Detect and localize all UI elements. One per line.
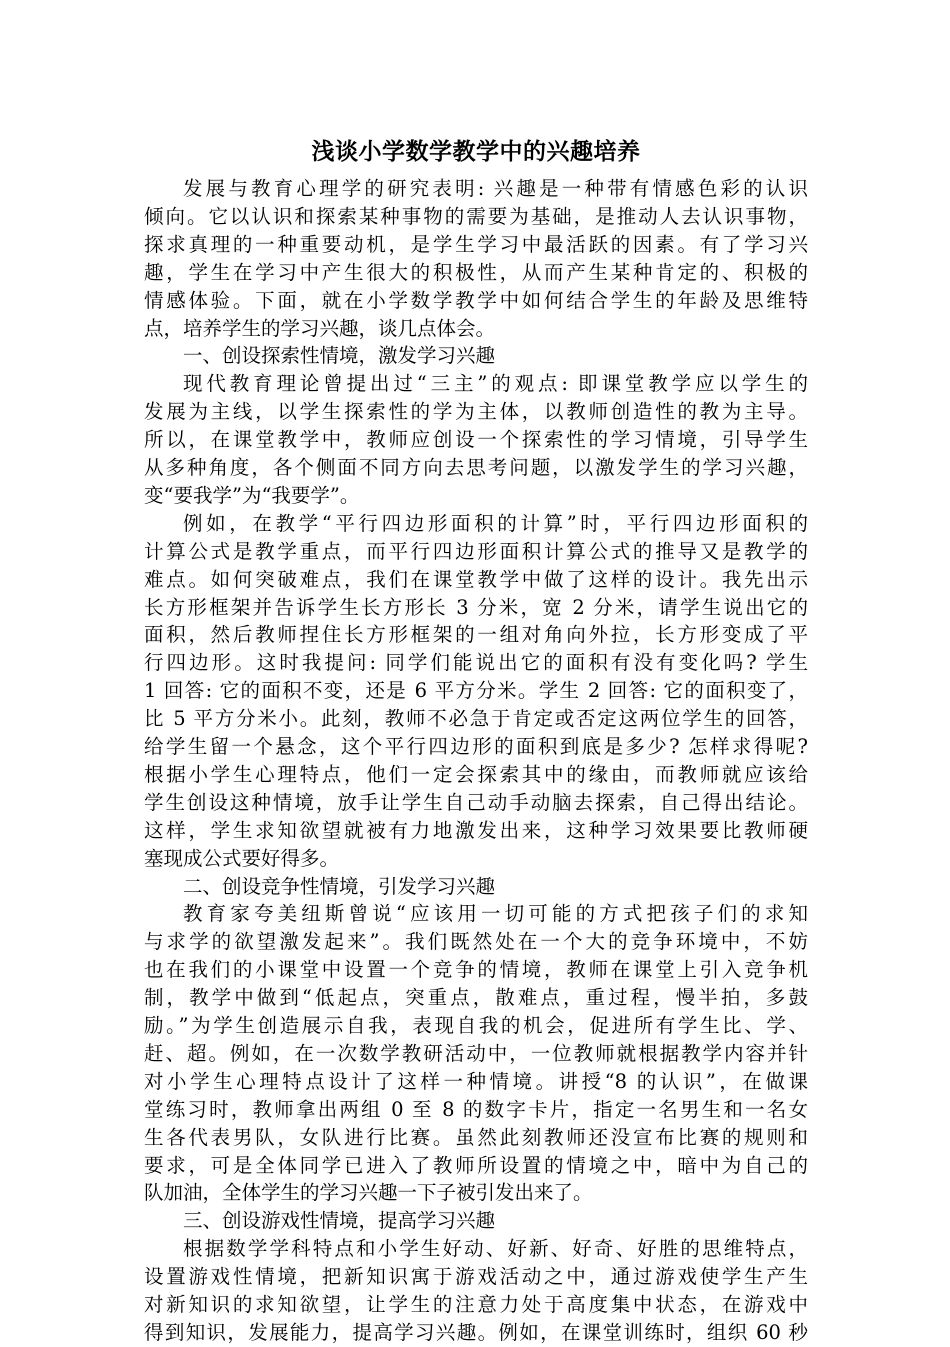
paragraph-line: 设置游戏性情境，把新知识寓于游戏活动之中，通过游戏使学生产生: [144, 1265, 808, 1289]
paragraph-line: 情感体验。下面，就在小学数学教学中如何结合学生的年龄及思维特: [144, 288, 808, 312]
paragraph-line: 得到知识，发展能力，提高学习兴趣。例如，在课堂训练时，组织 60 秒: [144, 1320, 808, 1344]
paragraph-line: 制，教学中做到“低起点，突重点，散难点，重过程，慢半拍，多鼓: [144, 986, 808, 1010]
paragraph-line: 发展与教育心理学的研究表明: 兴趣是一种带有情感色彩的认识: [183, 177, 808, 200]
paragraph-line: 变“要我学”为“我要学”。: [144, 483, 360, 507]
paragraph-line: 难点。如何突破难点，我们在课堂教学中做了这样的设计。我先出示: [144, 567, 808, 591]
paragraph-line: 生各代表男队，女队进行比赛。虽然此刻教师还没宣布比赛的规则和: [144, 1125, 808, 1149]
paragraph-line: 现代教育理论曾提出过“三主”的观点: 即课堂教学应以学生的: [183, 372, 808, 396]
paragraph-line: 要求，可是全体同学已进入了教师所设置的情境之中，暗中为自己的: [144, 1153, 808, 1177]
paragraph-line: 对小学生心理特点设计了这样一种情境。讲授“8 的认识”，在做课: [144, 1069, 808, 1093]
section-heading: 一、创设探索性情境，激发学习兴趣: [183, 344, 496, 368]
section-heading: 二、创设竞争性情境，引发学习兴趣: [183, 874, 496, 898]
paragraph-line: 队加油，全体学生的学习兴趣一下子被引发出来了。: [144, 1181, 593, 1205]
paragraph-line: 教育家夸美纽斯曾说“应该用一切可能的方式把孩子们的求知: [183, 902, 808, 926]
paragraph-line: 这样，学生求知欲望就被有力地激发出来，这种学习效果要比教师硬: [144, 818, 808, 842]
paragraph-line: 所以，在课堂教学中，教师应创设一个探索性的学习情境，引导学生: [144, 428, 808, 452]
paragraph-line: 学生创设这种情境，放手让学生自己动手动脑去探索，自己得出结论。: [144, 790, 808, 814]
paragraph-line: 赶、超。例如，在一次数学教研活动中，一位教师就根据教学内容并针: [144, 1041, 808, 1065]
paragraph-line: 与求学的欲望激发起来”。我们既然处在一个大的竞争环境中，不妨: [144, 930, 808, 954]
paragraph-line: 长方形框架并告诉学生长方形长 3 分米，宽 2 分米，请学生说出它的: [144, 595, 808, 619]
paragraph-line: 计算公式是教学重点，而平行四边形面积计算公式的推导又是教学的: [144, 539, 808, 563]
paragraph-line: 堂练习时，教师拿出两组 0 至 8 的数字卡片，指定一名男生和一名女: [144, 1097, 808, 1121]
paragraph-line: 倾向。它以认识和探索某种事物的需要为基础，是推动人去认识事物，: [144, 204, 808, 228]
paragraph-line: 面积，然后教师捏住长方形框架的一组对角向外拉，长方形变成了平: [144, 623, 808, 647]
paragraph-line: 点，培养学生的学习兴趣，谈几点体会。: [144, 316, 496, 340]
paragraph-line: 根据数学学科特点和小学生好动、好新、好奇、好胜的思维特点，: [183, 1237, 808, 1261]
paragraph-line: 1 回答: 它的面积不变，还是 6 平方分米。学生 2 回答: 它的面积变了，: [144, 679, 808, 703]
paragraph-line: 从多种角度，各个侧面不同方向去思考问题，以激发学生的学习兴趣，: [144, 456, 808, 479]
paragraph-line: 行四边形。这时我提问: 同学们能说出它的面积有没有变化吗? 学生: [144, 651, 808, 675]
paragraph-line: 根据小学生心理特点，他们一定会探索其中的缘由，而教师就应该给: [144, 762, 808, 786]
paragraph-line: 趣，学生在学习中产生很大的积极性，从而产生某种肯定的、积极的: [144, 260, 808, 284]
paragraph-line: 给学生留一个悬念，这个平行四边形的面积到底是多少? 怎样求得呢?: [144, 735, 808, 758]
paragraph-line: 励。”为学生创造展示自我，表现自我的机会，促进所有学生比、学、: [144, 1014, 808, 1037]
paragraph-line: 比 5 平方分米小。此刻，教师不必急于肯定或否定这两位学生的回答，: [144, 707, 808, 731]
paragraph-line: 塞现成公式要好得多。: [144, 846, 340, 870]
paragraph-line: 对新知识的求知欲望，让学生的注意力处于高度集中状态，在游戏中: [144, 1293, 808, 1316]
document-page: [144, 0, 808, 1344]
paragraph-line: 也在我们的小课堂中设置一个竞争的情境，教师在课堂上引入竞争机: [144, 958, 808, 982]
paragraph-line: 发展为主线，以学生探索性的学为主体，以教师创造性的教为主导。: [144, 400, 808, 424]
document-title: 浅谈小学数学教学中的兴趣培养: [311, 138, 641, 165]
section-heading: 三、创设游戏性情境，提高学习兴趣: [183, 1209, 496, 1233]
paragraph-line: 探求真理的一种重要动机，是学生学习中最活跃的因素。有了学习兴: [144, 232, 808, 256]
paragraph-line: 例如，在教学“平行四边形面积的计算”时，平行四边形面积的: [183, 511, 808, 535]
